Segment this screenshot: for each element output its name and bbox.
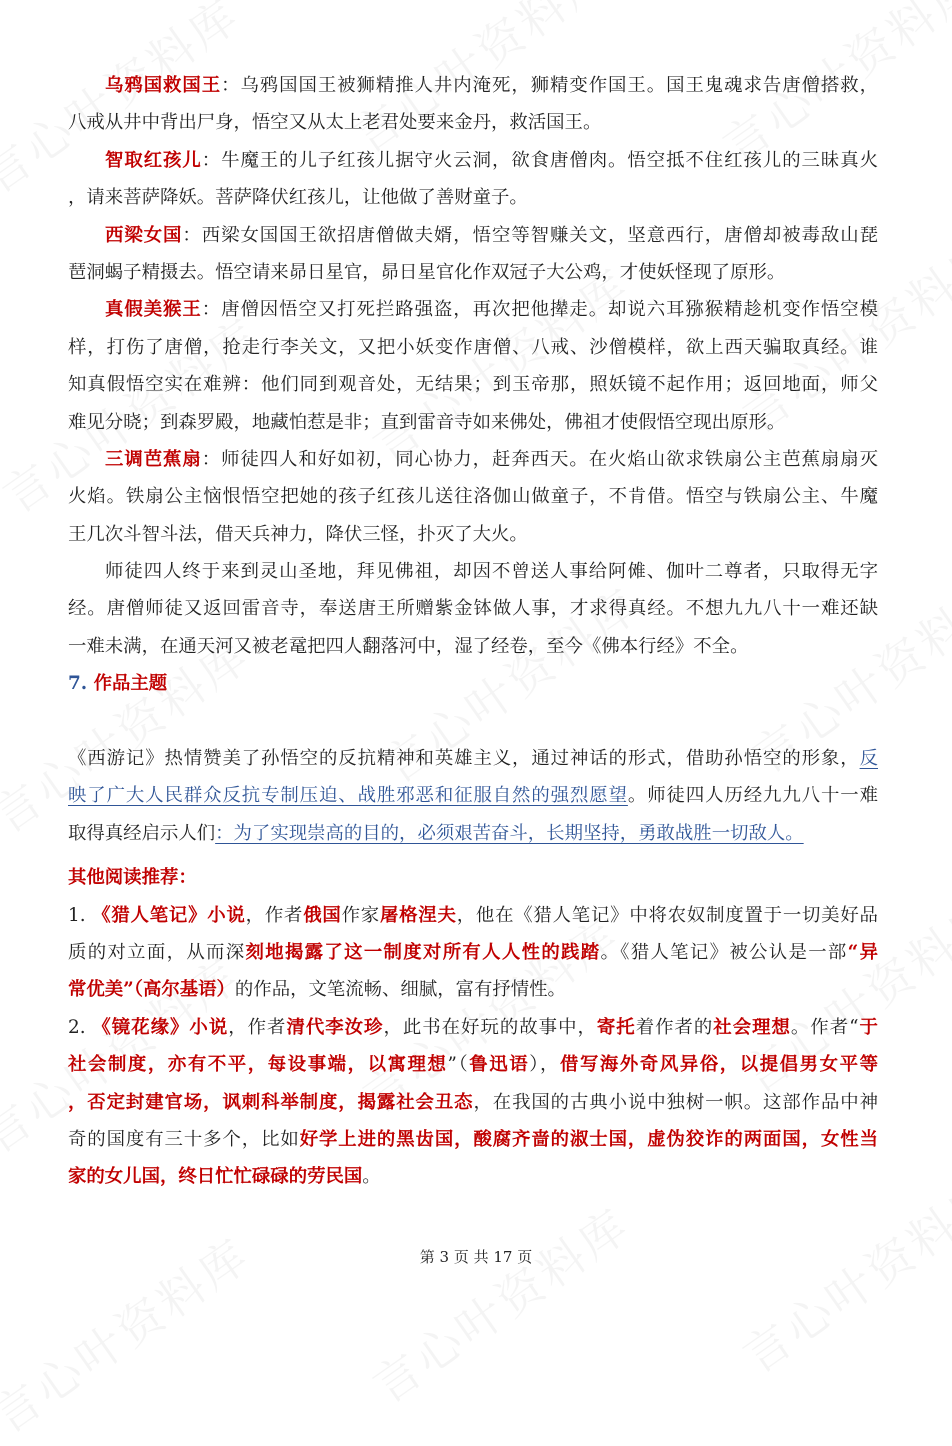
body-text: 经。唐僧师徒又返回雷音寺，奉送唐王所赠紫金钵做人事，才求得真经。不想九九八十一难还缺 xyxy=(68,598,878,620)
text-line xyxy=(68,179,878,216)
text-line xyxy=(68,859,878,896)
body-text: ，他在《猎人笔记》中将农奴制度置于一切美好品 xyxy=(456,904,878,926)
text-line xyxy=(68,329,878,366)
text-line xyxy=(68,1084,878,1121)
body-text: 样，打伤了唐僧，抢走行李关文，又把小妖变作唐僧、八戒、沙僧模样，欲上西天骗取真经。谁 xyxy=(68,336,878,358)
body-text: ，作者 xyxy=(245,904,304,926)
body-text: 难见分晓；到森罗殿，地藏怕惹是非；直到雷音寺如来佛处，佛祖才使假悟空现出原形。 xyxy=(68,411,786,433)
text-line xyxy=(68,971,878,1008)
text-line xyxy=(68,1121,878,1158)
body-text: ，作者 xyxy=(228,1016,287,1038)
underlined-key-text: ：为了实现崇高的目的，必须艰苦奋斗，长期坚持，勇敢战胜一切敌人。 xyxy=(215,822,804,844)
text-line xyxy=(68,104,878,141)
text-line xyxy=(68,590,878,627)
body-text: 着作者的 xyxy=(635,1016,714,1038)
text-line xyxy=(68,142,878,179)
body-text: 八戒从井中背出尸身，悟空又从太上老君处要来金丹，救活国王。 xyxy=(68,112,602,134)
text-line xyxy=(68,67,878,104)
page-footer: 第 3 页 共 17 页 xyxy=(419,1248,533,1266)
highlight-red-text: 其他阅读推荐： xyxy=(68,867,197,889)
highlight-red-text: ，否定封建官场，讽刺科举制度，揭露社会丑态 xyxy=(68,1091,474,1113)
body-text: ）， xyxy=(529,1054,560,1076)
body-text: ”（ xyxy=(447,1054,470,1076)
text-line xyxy=(68,665,878,702)
highlight-red-text: 社会制度，亦有不平，每设事端，以寓理想 xyxy=(68,1054,448,1076)
highlight-red-text: 《猎人笔记》小说 xyxy=(92,904,246,926)
text-line xyxy=(68,1009,878,1046)
text-line xyxy=(68,628,878,665)
highlight-red-text: 于 xyxy=(858,1016,878,1038)
text-line xyxy=(68,404,878,441)
body-text: ：唐僧因悟空又打死拦路强盗，再次把他撵走。却说六耳猕猴精趁机变作悟空模 xyxy=(201,299,878,321)
body-text: 取得真经启示人们 xyxy=(68,822,216,844)
text-line xyxy=(68,815,878,852)
highlight-red-text: 真假美猴王 xyxy=(105,299,202,321)
body-text: 王几次斗智斗法，借天兵神力，降伏三怪，扑灭了大火。 xyxy=(68,523,528,545)
body-text: 。作者“ xyxy=(790,1016,859,1038)
highlight-red-text: 《镜花缘》小说 xyxy=(92,1016,229,1038)
highlight-red-text: 社会理想 xyxy=(713,1016,791,1038)
text-line xyxy=(68,553,878,590)
text-line xyxy=(68,740,878,777)
body-text: 。《猎人笔记》被公认是一部 xyxy=(600,941,848,963)
body-text: 质的对立面，从而深 xyxy=(68,941,246,963)
text-line xyxy=(68,516,878,553)
highlight-red-text: 好学上进的黑齿国，酸腐齐啬的淑士国，虚伪狡诈的两面国，女性当 xyxy=(299,1128,878,1150)
text-line xyxy=(68,291,878,328)
text-line xyxy=(68,478,878,515)
underlined-key-text: 映了广大人民群众反抗专制压迫、战胜邪恶和征服自然的强烈愿望 xyxy=(68,785,628,807)
body-text: ：乌鸦国国王被狮精推人井内淹死，狮精变作国王。国王鬼魂求告唐僧搭救， xyxy=(221,75,878,96)
highlight-red-text: 常优美”（高尔基语） xyxy=(68,979,235,1001)
text-line xyxy=(68,441,878,478)
text-line xyxy=(68,934,878,971)
highlight-red-text: 屠格涅夫 xyxy=(379,904,457,926)
body-text: 。师徒四人历经九九八十一难 xyxy=(627,785,878,807)
text-line xyxy=(68,254,878,291)
body-text: 一难未满，在通天河又被老鼋把四人翻落河中，湿了经卷，至今《佛本行经》不全。 xyxy=(68,635,749,657)
highlight-red-text: 刻地揭露了这一制度对所有人人性的践踏 xyxy=(245,941,601,963)
text-line xyxy=(68,777,878,814)
body-text: 知真假悟空实在难辨：他们同到观音处，无结果；到玉帝那，照妖镜不起作用；返回地面，师父 xyxy=(68,374,878,396)
blank-line xyxy=(68,703,878,740)
text-line xyxy=(68,897,878,934)
highlight-red-text: 借写海外奇风异俗，以提倡男女平等 xyxy=(559,1054,878,1076)
highlight-red-text: 寄托 xyxy=(596,1016,636,1038)
body-text: 作家 xyxy=(341,904,380,926)
highlight-red-text: 西梁女国 xyxy=(105,224,183,246)
body-text: ：师徒四人和好如初，同心协力，赶奔西天。在火焰山欲求铁扇公主芭蕉扇扇灭 xyxy=(201,448,878,470)
body-text: ，在我国的古典小说中独树一帜。这部作品中神 xyxy=(473,1091,878,1113)
text-line xyxy=(68,217,878,254)
highlight-red-text: 鲁迅语 xyxy=(469,1054,530,1076)
body-text: 师徒四人终于来到灵山圣地，拜见佛祖，却因不曾送人事给阿傩、伽叶二尊者，只取得无字 xyxy=(105,561,878,583)
body-text: 琶洞蝎子精摄去。悟空请来昴日星官，昴日星官化作双冠子大公鸡，才使妖怪现了原形。 xyxy=(68,261,786,283)
body-text: 火焰。铁扇公主恼恨悟空把她的孩子红孩儿送往洛伽山做童子，不肯借。悟空与铁扇公主、牛魔 xyxy=(68,486,878,508)
section-number: 7. xyxy=(68,673,94,695)
body-text: 2. xyxy=(68,1016,93,1038)
body-text: 《西游记》热情赞美了孙悟空的反抗精神和英雄主义，通过神话的形式，借助孙悟空的形象， xyxy=(68,748,860,770)
highlight-red-text: 乌鸦国救国王 xyxy=(105,75,222,96)
body-text: 1. xyxy=(68,904,93,926)
body-text: 的作品，文笔流畅、细腻，富有抒情性。 xyxy=(234,979,566,1001)
highlight-red-text: 三调芭蕉扇 xyxy=(105,448,202,470)
document-body xyxy=(68,67,878,1196)
watermark-text xyxy=(358,1190,642,1416)
text-line xyxy=(68,1046,878,1083)
highlight-red-text: 家的女儿国，终日忙忙碌碌的劳民国 xyxy=(68,1166,363,1188)
body-text: ，此书在好玩的故事中， xyxy=(383,1016,597,1038)
highlight-red-text: 作品主题 xyxy=(93,673,168,695)
highlight-red-text: 清代李汝珍 xyxy=(286,1016,384,1038)
body-text: ，请来菩萨降妖。菩萨降伏红孩儿，让他做了善财童子。 xyxy=(68,187,528,209)
body-text: ：西梁女国国王欲招唐僧做夫婿，悟空等智赚关文，坚意西行，唐僧却被毒敌山琵 xyxy=(182,224,878,246)
body-text: ：牛魔王的儿子红孩儿据守火云洞，欲食唐僧肉。悟空抵不住红孩儿的三昧真火 xyxy=(201,149,878,171)
text-line xyxy=(68,366,878,403)
highlight-red-text: “异 xyxy=(847,941,878,963)
highlight-red-text: 智取红孩儿 xyxy=(105,149,202,171)
body-text: 奇的国度有三十多个，比如 xyxy=(68,1128,300,1150)
underlined-key-text: 反 xyxy=(859,748,878,770)
text-line xyxy=(68,1158,878,1195)
body-text: 。 xyxy=(362,1166,381,1188)
highlight-red-text: 俄国 xyxy=(303,904,342,926)
